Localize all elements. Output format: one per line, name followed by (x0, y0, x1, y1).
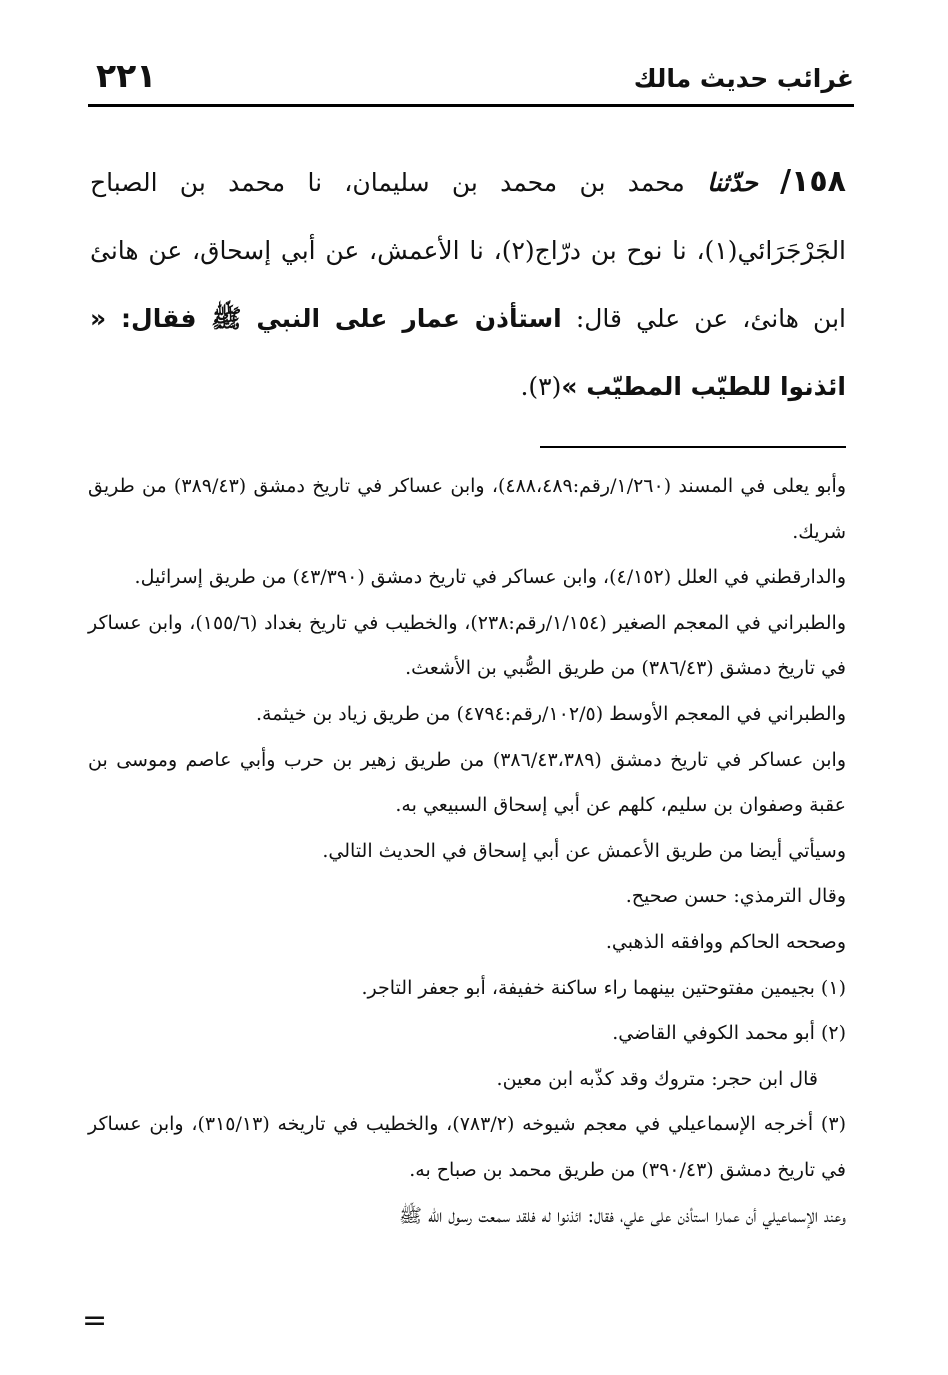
continuation-mark: = (82, 1303, 108, 1338)
page-header (88, 56, 854, 102)
hadith-number: ١٥٨/ (780, 164, 846, 199)
header-rule (88, 104, 854, 107)
hadith-text (90, 148, 846, 421)
footnote-paragraph: وصححه الحاكم ووافقه الذهبي. (605, 930, 846, 953)
footnote-1: (١) بجيمين مفتوحتين بينهما راء ساكنة خفيفة، أبو جعفر التاجر. (361, 976, 846, 999)
footnote-3: (٣) أخرجه الإسماعيلي في معجم شيوخه (٧٨٣/٢)، والخطيب في تاريخه (٣١٥/١٣)، وابن عساكر في تاريخ دمشق (٣٩٠/٤٣) من طريق محمد بن صباح به. (88, 1113, 846, 1181)
footnote-paragraph: وابن عساكر في تاريخ دمشق (٣٨٦/٤٣،٣٨٩) من طريق زهير بن حرب وأبي عاصم وموسى بن عقبة وصفوان بن سليم، كلهم عن أبي إسحاق السبيعي به. (88, 748, 846, 817)
running-title: غرائب حديث مالك (633, 64, 854, 93)
footnote-paragraph: وقال الترمذي: حسن صحيح. (625, 885, 846, 908)
isnad-text: محمد بن محمد بن سليمان، نا محمد بن الصباح الجَرْجَرَائي(١)، نا نوح بن درّاج(٢)، نا الأعمش، عن أبي إسحاق، عن هانئ ابن هانئ، عن علي قال: (90, 168, 847, 333)
footnote-separator (540, 446, 846, 448)
footnote-paragraph: وسيأتي أيضا من طريق الأعمش عن أبي إسحاق في الحديث التالي. (322, 839, 846, 862)
footnote-2-continuation: قال ابن حجر: متروك وقد كذّبه ابن معين. (496, 1067, 818, 1090)
footnote-paragraph: وأبو يعلى في المسند (١/٢٦٠/رقم:٤٨٨،٤٨٩)، وابن عساكر في تاريخ دمشق (٣٨٩/٤٣) من طريق شريك. (88, 475, 847, 543)
footnote-ref-3: (٣). (520, 372, 562, 401)
footnote-2: (٢) أبو محمد الكوفي القاضي. (612, 1022, 846, 1045)
matn-text: استأذن عمار على النبي ﷺ فقال: « ائذنوا للطيّب المطيّب » (90, 304, 846, 401)
page-number: ٢٢١ (96, 56, 157, 95)
footnotes (88, 464, 846, 1239)
footnote-paragraph: والطبراني في المعجم الأوسط (١٠٢/٥/رقم:٤٧٩٤) من طريق زياد بن خيثمة. (256, 702, 846, 725)
footnote-3-continuation: وعند الإسماعيلي أن عمارا استأذن على علي، فقال: ائذنوا له فلقد سمعت رسول الله ﷺ (399, 1204, 846, 1227)
footnote-paragraph: والدارقطني في العلل (٤/١٥٢)، وابن عساكر في تاريخ دمشق (٤٣/٣٩٠) من طريق إسرائيل. (134, 566, 846, 589)
footnote-paragraph: والطبراني في المعجم الصغير (١/١٥٤/رقم:٢٣٨)، والخطيب في تاريخ بغداد (١٥٥/٦)، وابن عساكر في تاريخ دمشق (٣٨٦/٤٣) من طريق الصُّبي بن الأشعث. (88, 611, 846, 680)
haddathana-word: حدّثنا (707, 168, 758, 197)
